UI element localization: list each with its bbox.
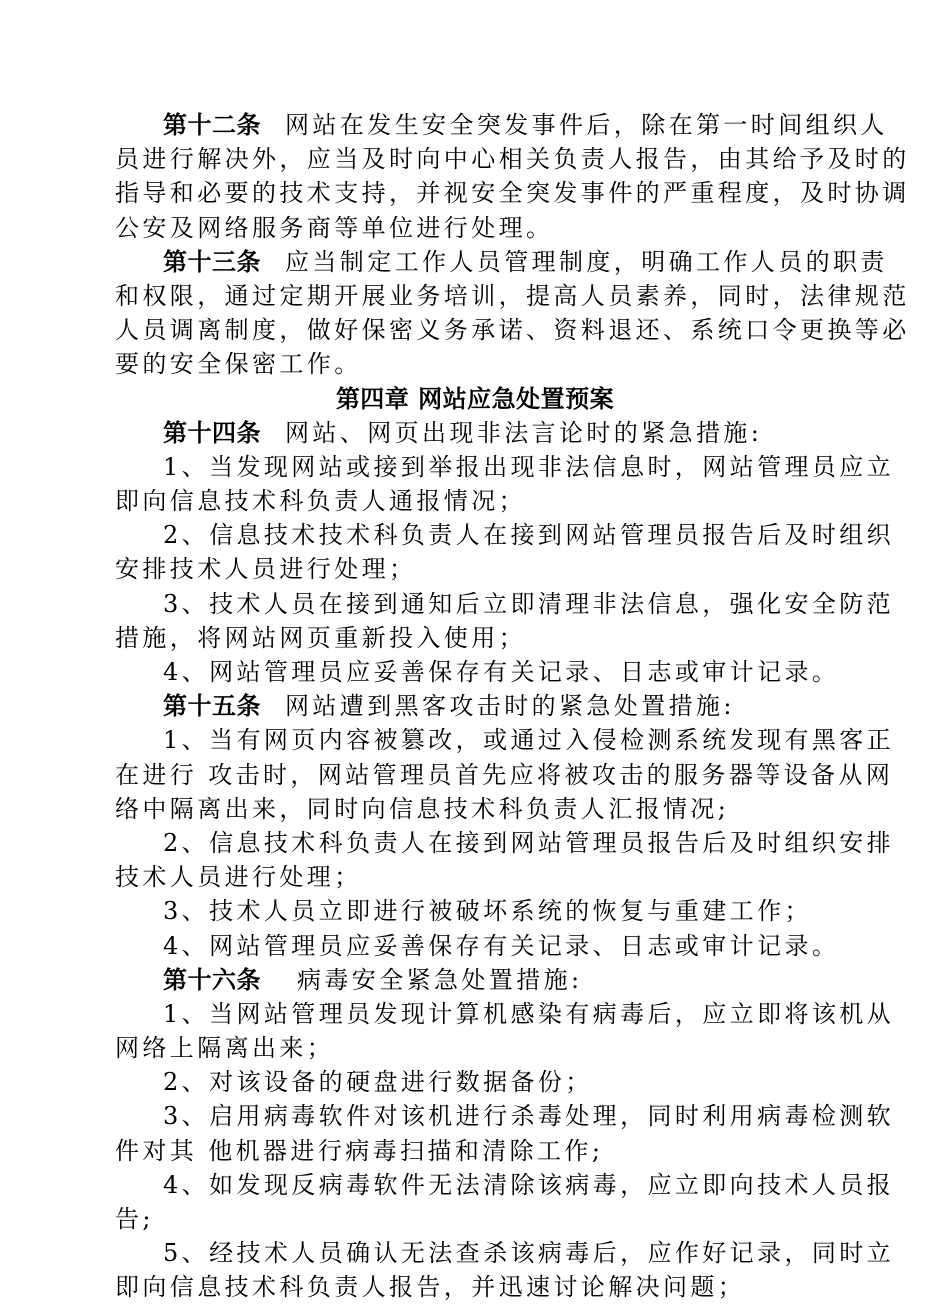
article-13-heading: 第十三条 [163,247,261,276]
article-14-item-4: 4、网站管理员应妥善保存有关记录、日志或审计记录。 [163,658,840,686]
article-15-item-2: 2、信息技术科负责人在接到网站管理员报告后及时组织安排 [163,828,895,857]
article-13-line-3: 人员调离制度，做好保密义务承诺、资料退还、系统口令更换等必 [115,316,910,345]
article-12-heading: 第十二条 [163,111,261,139]
article-16-item-5-cont: 即向信息技术科负责人报告，并迅速讨论解决问题； [115,1273,746,1302]
article-16-item-4: 4、如发现反病毒软件无法清除该病毒，应立即向技术人员报 [163,1170,895,1199]
article-12-line-4: 公安及网络服务商等单位进行处理。 [115,213,554,242]
article-12-line-1: 网站在发生安全突发事件后，除在第一时间组织人 [285,111,888,139]
article-14-item-2: 2、信息技术技术科负责人在接到网站管理员报告后及时组织 [163,521,895,550]
article-14-first-line [115,416,835,450]
article-13-line-2: 和权限，通过定期开展业务培训，提高人员素养，同时，法律规范 [115,281,910,310]
article-16-item-1: 1、当网站管理员发现计算机感染有病毒后，应立即将该机从 [163,999,895,1028]
article-15-item-1-cont-2: 络中隔离出来，同时向信息技术科负责人汇报情况; [115,794,730,823]
article-14-item-3: 3、技术人员在接到通知后立即清理非法信息，强化安全防范 [163,589,895,618]
article-15-item-4: 4、网站管理员应妥善保存有关记录、日志或审计记录。 [163,931,840,960]
article-15-item-1: 1、当有网页内容被篡改，或通过入侵检测系统发现有黑客正 [163,726,895,755]
article-16-heading: 第十六条 [163,965,261,994]
article-14-item-2-cont: 安排技术人员进行处理； [115,555,417,584]
article-16-item-1-cont: 网络上隔离出来； [115,1034,335,1063]
article-15-first-line [115,689,835,723]
article-14-item-1-cont: 即向信息技术科负责人通报情况； [115,487,526,516]
article-12-line-2: 员进行解决外，应当及时向中心相关负责人报告，由其给予及时的 [115,145,910,174]
article-16-item-4-cont: 告; [115,1205,154,1233]
article-13-line-1: 应当制定工作人员管理制度，明确工作人员的职责 [285,247,888,276]
article-12-first-line [115,108,888,142]
article-15-item-2-cont: 技术人员进行处理； [115,863,362,892]
article-12-line-3: 指导和必要的技术支持，并视安全突发事件的严重程度，及时协调 [115,179,910,208]
chapter-4-title: 第四章 网站应急处置预案 [335,384,615,413]
article-14-heading: 第十四条 [163,418,261,447]
article-14-item-3-cont: 措施，将网站网页重新投入使用； [115,623,526,652]
article-14-intro: 网站、网页出现非法言论时的紧急措施: [285,418,763,447]
article-14-item-1: 1、当发现网站或接到举报出现非法信息时，网站管理员应立 [163,452,895,481]
article-15-heading: 第十五条 [163,692,261,721]
article-16-first-line [115,963,835,997]
article-15-intro: 网站遭到黑客攻击时的紧急处置措施: [285,692,735,721]
article-15-item-3: 3、技术人员立即进行被破坏系统的恢复与重建工作； [163,897,812,926]
article-16-item-2: 2、对该设备的硬盘进行数据备份； [163,1068,593,1097]
document-body [115,108,910,1305]
article-13-first-line [115,245,888,279]
article-13-line-4: 要的安全保密工作。 [115,350,362,379]
article-16-item-5: 5、经技术人员确认无法查杀该病毒后，应作好记录，同时立 [163,1239,895,1268]
article-16-intro: 病毒安全紧急处置措施: [297,965,583,994]
article-16-item-3: 3、启用病毒软件对该机进行杀毒处理，同时利用病毒检测软 [163,1102,895,1131]
article-16-item-3-cont: 件对其 他机器进行病毒扫描和清除工作; [115,1136,604,1165]
article-15-item-1-cont-1: 在进行 攻击时，网站管理员首先应将被攻击的服务器等设备从网 [115,760,894,789]
